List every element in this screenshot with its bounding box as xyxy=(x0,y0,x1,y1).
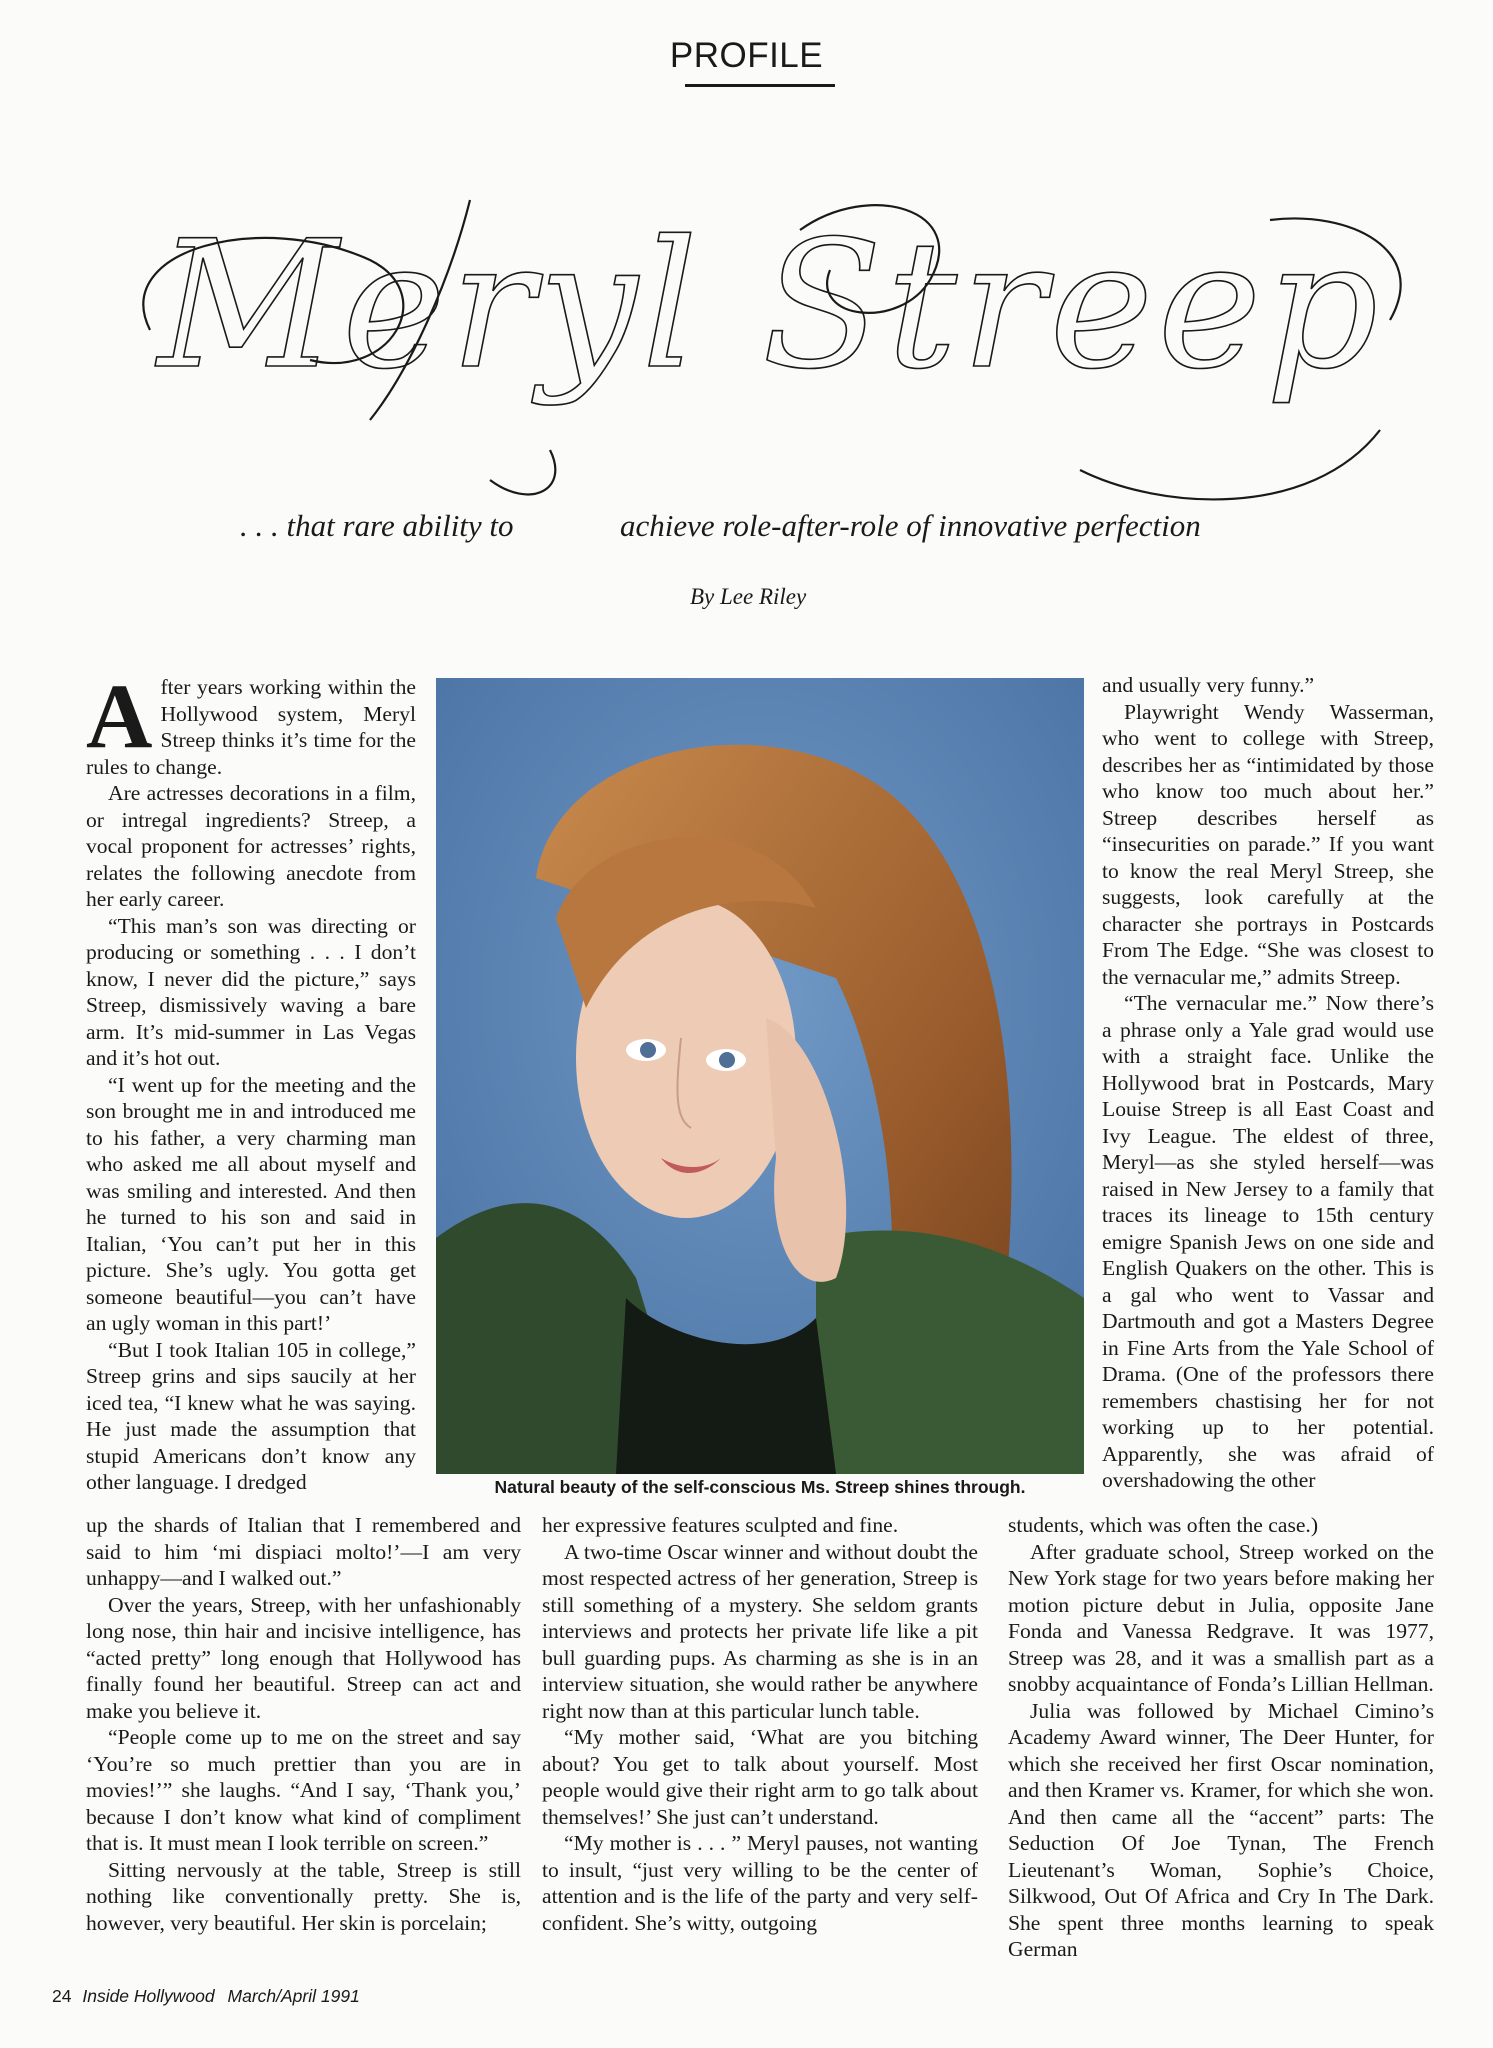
article-column-1 xyxy=(86,665,416,1496)
drop-cap: A xyxy=(86,665,153,767)
portrait-photo xyxy=(436,678,1084,1474)
paragraph: students, which was often the case.) xyxy=(1008,1513,1319,1537)
paragraph: “I went up for the meeting and the son brought me in and introduced me to his father, a very charming man who asked me all about myself and was smiling and interested. And then he turned to his son and said in Italian, ‘You can’t put her in this picture. She’s ugly. You gotta get someone beautiful—you can’t have an ugly woman in this part!’ xyxy=(86,1072,416,1335)
article-column-1-lower xyxy=(86,1512,521,1936)
section-rule xyxy=(685,84,835,87)
paragraph: “My mother said, ‘What are you bitching about? You get to talk about yourself. Most people would give their right arm to go talk about themselves!’ She just can’t understand. xyxy=(542,1725,978,1829)
paragraph: Are actresses decorations in a film, or intregal ingredients? Streep, a vocal proponent for actresses’ rights, relates the following anecdote from her early career. xyxy=(86,781,416,911)
paragraph: Over the years, Streep, with her unfashionably long nose, thin hair and incisive intelligence, has “acted pretty” long enough that Hollywood has finally found her beautiful. Streep can act and make you believe it. xyxy=(86,1592,521,1723)
paragraph: “People come up to me on the street and say ‘You’re so much prettier than you are in movies!’” she laughs. “And I say, ‘Thank you,’ because I don’t know what kind of compliment that is. It must mean I look terrible on screen.” xyxy=(86,1725,521,1855)
section-label: PROFILE xyxy=(669,36,824,75)
paragraph: A two-time Oscar winner and without doubt the most respected actress of her generation, Streep is still something of a mystery. She seldom grants interviews and protects her private life like a pit bull guarding pups. As charming as she is in an interview situation, she would rather be anywhere right now than at this particular lunch table. xyxy=(542,1539,978,1723)
paragraph-text: fter years working within the Hollywood system, Meryl Streep thinks it’s time for the rules to change. xyxy=(86,675,416,779)
byline: By Lee Riley xyxy=(690,584,807,609)
paragraph: and usually very funny.” xyxy=(1102,673,1315,697)
paragraph xyxy=(86,665,416,780)
paragraph: Sitting nervously at the table, Streep is still nothing like conventionally pretty. She is, however, very beautiful. Her skin is porcelain; xyxy=(86,1857,521,1935)
paragraph: “The vernacular me.” Now there’s a phrase only a Yale grad would use with a straight face. Unlike the Hollywood brat in Postcards, Mary Louise Streep is all East Coast and Ivy League. The eldest of three, Meryl—as she styled herself—was raised in New Jersey to a family that traces its lineage to 15th century emigre Spanish Jews on one side and English Quakers on the other. This is a gal who went to Vassar and Dartmouth and got a Masters Degree in Fine Arts from the Yale School of Drama. (One of the professors there remembers chastising her for not working up to her potential. Apparently, she was afraid of overshadowing the other xyxy=(1102,991,1434,1492)
paragraph: “But I took Italian 105 in college,” Streep grins and sips saucily at her iced tea, “I knew what he was saying. He just made the assumption that stupid Americans don’t know any other language. I dredged xyxy=(86,1337,416,1494)
paragraph: “My mother is . . . ” Meryl pauses, not wanting to insult, “just very willing to be the center of attention and is the life of the party and very self-confident. She’s witty, outgoing xyxy=(542,1831,978,1935)
article-title: Meryl Streep xyxy=(157,203,1383,408)
article-column-2-lower xyxy=(542,1512,978,1936)
portrait-illustration xyxy=(436,678,1084,1474)
paragraph: up the shards of Italian that I remembered and said to him ‘mi dispiaci molto!’—I am very unhappy—and I walked out.” xyxy=(86,1513,521,1590)
magazine-name: Inside Hollywood xyxy=(82,1986,215,2006)
paragraph: Julia was followed by Michael Cimino’s Academy Award winner, The Deer Hunter, for which she received her first Oscar nomination, and then Kramer vs. Kramer, for which she won. And then came all the “accent” parts: The Seduction Of Joe Tynan, The French Lieutenant’s Woman, Sophie’s Choice, Silkwood, Out Of Africa and Cry In The Dark. She spent three months learning to speak German xyxy=(1008,1698,1434,1961)
paragraph: “This man’s son was directing or producing or something . . . I don’t know, I never did the picture,” says Streep, dismissively waving a bare arm. It’s mid-summer in Las Vegas and it’s hot out. xyxy=(86,913,416,1070)
article-column-3-lower xyxy=(1008,1512,1434,1963)
page-number: 24 xyxy=(52,1986,72,2006)
paragraph: After graduate school, Streep worked on the New York stage for two years before making her motion picture debut in Julia, opposite Jane Fonda and Vanessa Redgrave. It was 1977, Streep was 28, and it was a smallish part as a snobby acquaintance of Fonda’s Lillian Hellman. xyxy=(1008,1539,1434,1696)
photo-caption: Natural beauty of the self-conscious Ms. Streep shines through. xyxy=(494,1477,1026,1497)
subtitle-right: achieve role-after-role of innovative perfection xyxy=(620,508,1201,543)
article-column-3 xyxy=(1102,672,1434,1494)
page-footer xyxy=(52,1986,360,2007)
paragraph: her expressive features sculpted and fine. xyxy=(542,1513,899,1537)
paragraph: Playwright Wendy Wasserman, who went to college with Streep, describes her as “intimidated by those who know too much about her.” Streep describes herself as “insecurities on parade.” If you want to know the real Meryl Streep, she suggests, look carefully at the character she portrays in Postcards From The Edge. “She was closest to the vernacular me,” admits Streep. xyxy=(1102,699,1434,989)
subtitle-left: . . . that rare ability to xyxy=(240,508,514,543)
issue-date: March/April 1991 xyxy=(227,1986,360,2006)
